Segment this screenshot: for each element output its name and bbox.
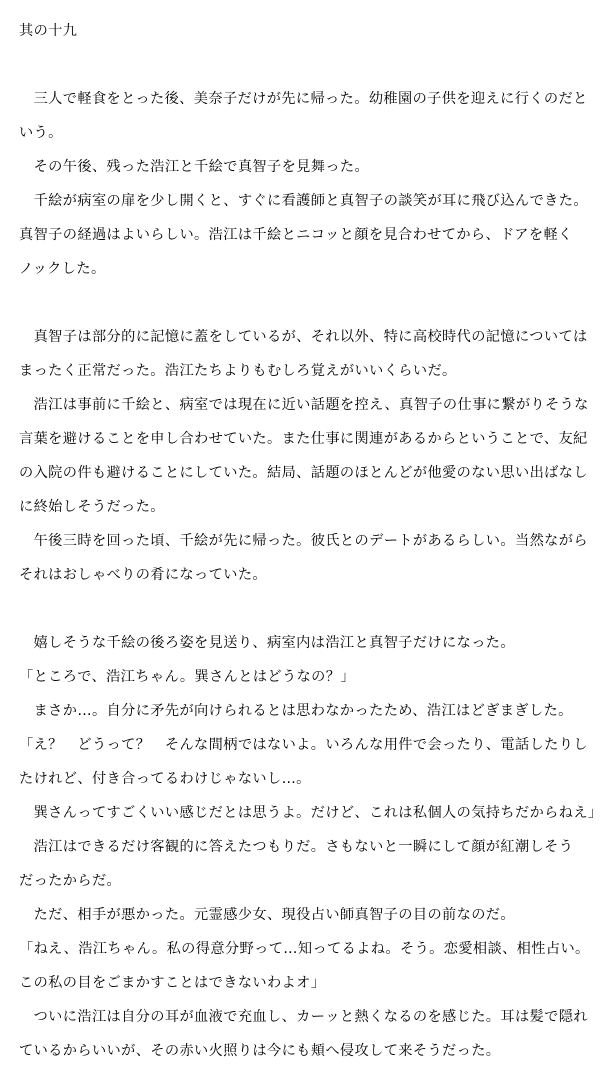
text-line: 千絵が病室の扉を少し開くと、すぐに看護師と真智子の談笑が耳に飛び込んできた。 [19,193,588,209]
dialogue-line: この私の目をごまかすことはできないわよオ」 [19,975,326,991]
dialogue-line: 「え？ どうって？ そんな間柄ではないよ。いろんな用件で会ったり、電話したりし [19,737,588,753]
blank-line [19,52,599,86]
chapter-heading: 其の十九 [19,23,78,39]
text-line: 三人で軽食をとった後、美奈子だけが先に帰った。幼稚園の子供を迎えに行くのだと [19,91,588,107]
text-line: 真智子は部分的に記憶に蓋をしているが、それ以外、特に高校時代の記憶については [19,329,588,345]
text-line: まさか…。自分に矛先が向けられるとは思わなかったため、浩江はどぎまぎした。 [19,703,573,719]
text-line: ついに浩江は自分の耳が血液で充血し、カーッと熱くなるのを感じた。耳は髪で隠れ [19,1009,588,1025]
text-line: 午後三時を回った頃、千絵が先に帰った。彼氏とのデートがあるらしい。当然ながら [19,533,588,549]
text-line: ただ、相手が悪かった。元霊感少女、現役占い師真智子の目の前なのだ。 [19,907,515,923]
document-body [19,18,603,1072]
text-line: だったからだ。 [19,873,122,889]
text-line: ているからいいが、その赤い火照りは今にも頬へ侵攻して来そうだった。 [19,1043,501,1059]
text-line: 浩江はできるだけ客観的に答えたつもりだ。さもないと一瞬にして顔が紅潮しそう [19,839,574,855]
dialogue-line: 巽さんってすごくいい感じだとは思うよ。だけど、これは私個人の気持ちだからねえ」 [19,805,603,821]
dialogue-line: たけれど、付き合ってるわけじゃないし…。 [19,771,311,787]
text-line: の入院の件も避けることにしていた。結局、話題のほとんどが他愛のない思い出ばなし [19,465,588,481]
dialogue-line: 「ところで、浩江ちゃん。巽さんとはどうなの？」 [19,669,355,685]
text-line: に終始しそうだった。 [19,499,165,515]
text-line: 浩江は事前に千絵と、病室では現在に近い話題を控え、真智子の仕事に繋がりそうな [19,397,589,413]
text-line: 嬉しそうな千絵の後ろ姿を見送り、病室内は浩江と真智子だけになった。 [19,635,515,651]
text-line: その午後、残った浩江と千絵で真智子を見舞った。 [19,159,370,175]
text-line: 言葉を避けることを申し合わせていた。また仕事に関連があるからということで、友紀 [19,431,588,447]
text-line: ノックした。 [19,261,106,277]
text-line: まったく正常だった。浩江たちよりもむしろ覚えがいいくらいだ。 [19,363,457,379]
blank-line [19,596,599,630]
text-line: それはおしゃべりの肴になっていた。 [19,567,267,583]
blank-line [19,290,599,324]
text-line: 真智子の経過はよいらしい。浩江は千絵とニコッと顔を見合わせてから、ドアを軽く [19,227,573,243]
dialogue-line: 「ねえ、浩江ちゃん。私の得意分野って…知ってるよね。そう。恋愛相談、相性占い。 [19,941,590,957]
text-line: いう。 [19,125,63,141]
